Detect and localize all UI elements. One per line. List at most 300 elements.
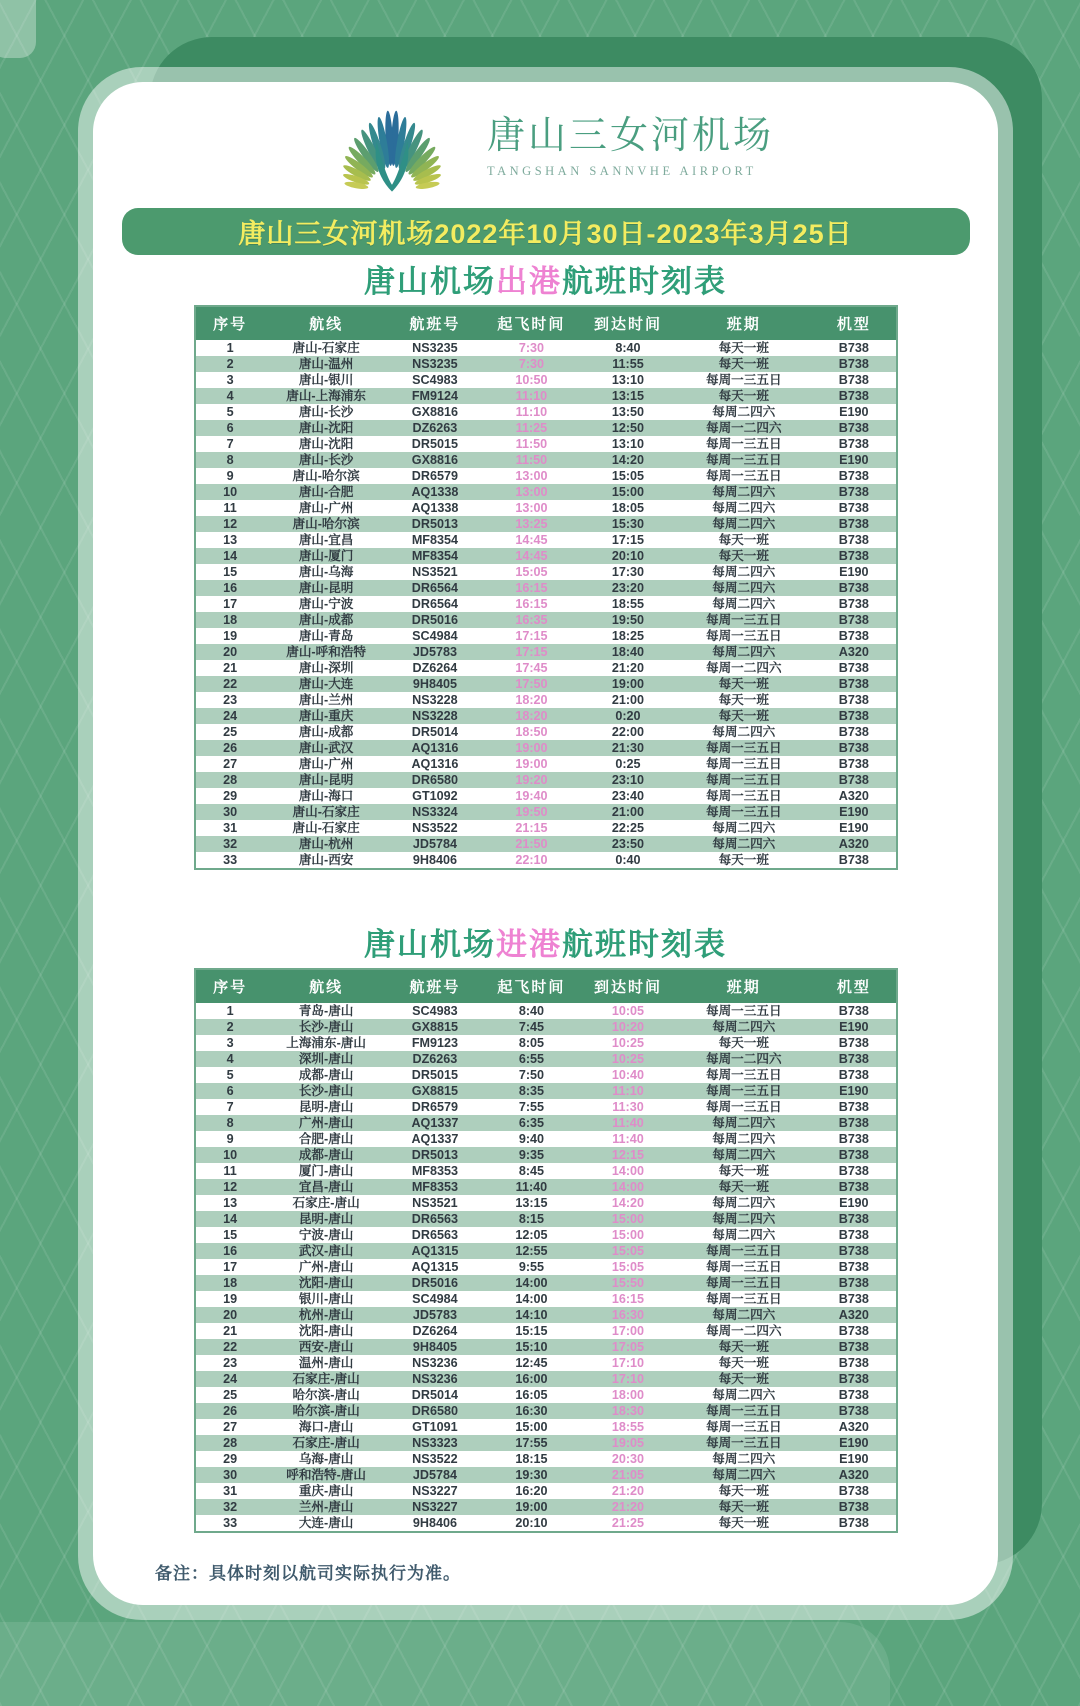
- cell: 17:00: [611, 1324, 645, 1338]
- cell: 19:00: [515, 741, 548, 755]
- cell: DZ6263: [412, 1052, 458, 1066]
- title-highlight-arrival: 进港: [496, 927, 562, 962]
- cell: 10: [223, 485, 238, 499]
- table-row: [195, 1515, 897, 1532]
- cell: 宁波-唐山: [298, 1228, 354, 1242]
- cell: 29: [223, 1452, 238, 1466]
- column-header: 机型: [812, 969, 896, 1003]
- table-row: [195, 852, 897, 869]
- arrival-header-row: [195, 969, 897, 1003]
- cell: 2: [226, 357, 234, 371]
- cell: 18: [223, 1276, 238, 1290]
- cell: 1: [226, 1004, 234, 1018]
- cell: 16:05: [515, 1388, 548, 1402]
- cell: B738: [838, 1116, 869, 1130]
- cell: B738: [838, 1356, 869, 1370]
- cell: 每天一班: [718, 389, 769, 403]
- cell: 13:50: [611, 405, 645, 419]
- cell: 21:20: [611, 1500, 645, 1514]
- cell: E190: [839, 1020, 869, 1034]
- table-row: [195, 1195, 897, 1211]
- cell: AQ1338: [411, 485, 459, 499]
- cell: 13: [223, 533, 238, 547]
- cell: 11: [223, 501, 237, 515]
- cell: 7: [226, 1100, 234, 1114]
- cell: 32: [223, 837, 238, 851]
- cell: 6:35: [518, 1116, 545, 1130]
- cell: B738: [838, 1404, 869, 1418]
- cell: 16:35: [515, 613, 548, 627]
- cell: 唐山-沈阳: [298, 437, 354, 451]
- cell: 25: [223, 725, 238, 739]
- table-row: [195, 484, 897, 500]
- table-row: [195, 564, 897, 580]
- footnote: 备注：具体时刻以航司实际执行为准。: [155, 1564, 461, 1583]
- cell: 唐山-昆明: [298, 581, 354, 595]
- cell: 25: [223, 1388, 238, 1402]
- cell: 18:30: [611, 1404, 645, 1418]
- table-row: [195, 756, 897, 772]
- cell: NS3324: [412, 805, 458, 819]
- cell: B738: [838, 421, 869, 435]
- cell: 7:45: [518, 1020, 545, 1034]
- cell: 每天一班: [718, 533, 769, 547]
- cell: 21:00: [611, 693, 645, 707]
- cell: NS3228: [412, 693, 458, 707]
- cell: 18:40: [611, 645, 645, 659]
- cell: 每天一班: [718, 1356, 769, 1370]
- cell: 15:00: [611, 485, 645, 499]
- cell: 30: [223, 805, 238, 819]
- cell: 9:55: [518, 1260, 545, 1274]
- cell: B738: [838, 1148, 869, 1162]
- cell: MF8354: [411, 549, 459, 563]
- cell: 每周二四六: [712, 581, 776, 595]
- cell: 唐山-重庆: [298, 709, 354, 723]
- cell: 23:50: [611, 837, 645, 851]
- cell: 唐山-杭州: [298, 837, 354, 851]
- cell: 每周二四六: [712, 405, 776, 419]
- cell: 21: [223, 1324, 238, 1338]
- cell: DR6564: [411, 597, 459, 611]
- cell: 12:05: [515, 1228, 548, 1242]
- cell: 每周二四六: [712, 725, 776, 739]
- cell: 长沙-唐山: [298, 1084, 354, 1098]
- cell: DR5013: [411, 1148, 459, 1162]
- table-row: [195, 1499, 897, 1515]
- cell: DR5015: [411, 437, 459, 451]
- table-row: [195, 500, 897, 516]
- cell: 1: [226, 341, 234, 355]
- cell: A320: [838, 645, 869, 659]
- cell: FM9124: [411, 389, 459, 403]
- cell: 乌海-唐山: [298, 1452, 354, 1466]
- cell: GX8816: [411, 405, 459, 419]
- table-row: [195, 1467, 897, 1483]
- cell: 20: [223, 1308, 238, 1322]
- cell: 19: [223, 629, 238, 643]
- cell: 每天一班: [718, 1180, 769, 1194]
- table-row: [195, 1003, 897, 1019]
- cell: 每周二四六: [712, 1388, 776, 1402]
- cell: 青岛-唐山: [298, 1004, 354, 1018]
- cell: B738: [838, 1340, 869, 1354]
- cell: 17:45: [515, 661, 548, 675]
- cell: 16:20: [515, 1484, 548, 1498]
- cell: 10:25: [611, 1036, 645, 1050]
- cell: E190: [839, 1452, 869, 1466]
- cell: 唐山-兰州: [298, 693, 354, 707]
- cell: 每周二四六: [712, 565, 776, 579]
- departure-table-title: [93, 265, 998, 299]
- cell: 18:20: [515, 709, 548, 723]
- cell: 23:40: [611, 789, 645, 803]
- table-row: [195, 676, 897, 692]
- cell: 0:20: [615, 709, 641, 723]
- cell: E190: [839, 1084, 869, 1098]
- table-row: [195, 1067, 897, 1083]
- cell: B738: [838, 1180, 869, 1194]
- cell: 每周一三五日: [705, 1260, 782, 1274]
- cell: 15: [223, 565, 238, 579]
- cell: AQ1315: [411, 1260, 459, 1274]
- cell: 18:20: [515, 693, 548, 707]
- cell: 每周二四六: [712, 501, 776, 515]
- cell: B738: [838, 597, 869, 611]
- cell: DR6563: [411, 1212, 459, 1226]
- table-row: [195, 516, 897, 532]
- cell: 9H8406: [412, 1516, 457, 1530]
- table-row: [195, 1371, 897, 1387]
- cell: 唐山-合肥: [298, 485, 354, 499]
- table-row: [195, 1035, 897, 1051]
- cell: 每周二四六: [712, 1468, 776, 1482]
- cell: 7:30: [518, 357, 545, 371]
- cell: NS3235: [412, 341, 458, 355]
- table-row: [195, 644, 897, 660]
- cell: 宜昌-唐山: [298, 1180, 354, 1194]
- cell: A320: [838, 789, 869, 803]
- cell: DR6579: [411, 469, 459, 483]
- table-row: [195, 1355, 897, 1371]
- cell: SC4983: [412, 373, 458, 387]
- table-row: [195, 692, 897, 708]
- departure-flight-table: [194, 305, 898, 870]
- cell: 15:00: [611, 1228, 645, 1242]
- cell: NS3521: [412, 565, 458, 579]
- cell: 9H8405: [412, 1340, 457, 1354]
- cell: 深圳-唐山: [298, 1052, 354, 1066]
- cell: 每周一三五日: [705, 437, 782, 451]
- bottom-decoration: [0, 1622, 890, 1706]
- cell: 唐山-深圳: [298, 661, 354, 675]
- cell: 28: [223, 1436, 238, 1450]
- table-row: [195, 404, 897, 420]
- cell: B738: [838, 741, 869, 755]
- cell: B738: [838, 1372, 869, 1386]
- cell: 26: [223, 741, 238, 755]
- column-header: 班期: [675, 969, 812, 1003]
- cell: E190: [839, 453, 869, 467]
- cell: 每天一班: [718, 341, 769, 355]
- cell: DR6580: [411, 773, 459, 787]
- cell: 18:15: [515, 1452, 548, 1466]
- cell: 沈阳-唐山: [298, 1324, 354, 1338]
- cell: 10:20: [611, 1020, 645, 1034]
- cell: 11:40: [612, 1132, 644, 1146]
- cell: 27: [223, 1420, 238, 1434]
- cell: 31: [223, 1484, 238, 1498]
- cell: 每周二四六: [712, 1452, 776, 1466]
- cell: 每天一班: [718, 1484, 769, 1498]
- cell: 唐山-呼和浩特: [286, 645, 366, 659]
- cell: B738: [838, 485, 869, 499]
- cell: SC4984: [412, 629, 458, 643]
- cell: MF8353: [411, 1180, 459, 1194]
- cell: E190: [839, 565, 869, 579]
- wing-feathers-logo-icon: [317, 90, 467, 202]
- title-prefix: 唐山机场: [364, 927, 496, 962]
- cell: 16:30: [611, 1308, 645, 1322]
- cell: NS3522: [412, 1452, 458, 1466]
- cell: 唐山-温州: [298, 357, 354, 371]
- cell: GT1091: [412, 1420, 458, 1434]
- cell: 3: [226, 1036, 234, 1050]
- cell: 30: [223, 1468, 238, 1482]
- cell: 长沙-唐山: [298, 1020, 354, 1034]
- cell: 石家庄-唐山: [292, 1372, 360, 1386]
- cell: B738: [838, 757, 869, 771]
- table-row: [195, 1211, 897, 1227]
- table-row: [195, 596, 897, 612]
- cell: A320: [838, 1308, 869, 1322]
- cell: B738: [838, 437, 869, 451]
- cell: 21:05: [611, 1468, 645, 1482]
- cell: 合肥-唐山: [298, 1132, 354, 1146]
- table-row: [195, 1483, 897, 1499]
- cell: MF8353: [411, 1164, 459, 1178]
- cell: 19:20: [515, 773, 548, 787]
- table-row: [195, 1435, 897, 1451]
- cell: 兰州-唐山: [298, 1500, 354, 1514]
- cell: 每周一三五日: [705, 1436, 782, 1450]
- cell: 9:40: [518, 1132, 545, 1146]
- cell: 厦门-唐山: [298, 1164, 354, 1178]
- airport-name-chinese: 唐山三女河机场: [486, 115, 774, 157]
- arrival-table-title: [93, 928, 998, 962]
- cell: B738: [838, 549, 869, 563]
- cell: 14:45: [515, 533, 548, 547]
- airport-name-english: TANGSHAN SANNVHE AIRPORT: [486, 164, 757, 178]
- cell: B738: [838, 709, 869, 723]
- cell: 14:10: [515, 1308, 548, 1322]
- cell: 22: [223, 677, 238, 691]
- cell: 每周二四六: [712, 1212, 776, 1226]
- cell: B738: [838, 1052, 869, 1066]
- cell: 17:10: [611, 1372, 645, 1386]
- cell: 13:10: [611, 373, 645, 387]
- cell: 22:25: [611, 821, 645, 835]
- cell: MF8354: [411, 533, 459, 547]
- cell: B738: [838, 581, 869, 595]
- cell: 每周一三五日: [705, 773, 782, 787]
- cell: AQ1337: [411, 1116, 459, 1130]
- cell: B738: [838, 501, 869, 515]
- cell: 17:50: [515, 677, 548, 691]
- cell: B738: [838, 373, 869, 387]
- corner-decoration: [0, 0, 36, 58]
- cell: 9H8405: [412, 677, 457, 691]
- cell: 13:25: [515, 517, 548, 531]
- cell: 15:15: [515, 1324, 548, 1338]
- cell: 16:15: [515, 581, 548, 595]
- cell: 8:45: [518, 1164, 545, 1178]
- table-row: [195, 1115, 897, 1131]
- cell: DR5016: [411, 613, 459, 627]
- cell: DZ6264: [412, 661, 458, 675]
- cell: 唐山-乌海: [298, 565, 354, 579]
- cell: 27: [223, 757, 238, 771]
- cell: 17: [223, 1260, 238, 1274]
- cell: 每天一班: [718, 1372, 769, 1386]
- cell: 13:15: [515, 1196, 548, 1210]
- cell: 8:15: [518, 1212, 545, 1226]
- cell: GT1092: [412, 789, 458, 803]
- cell: 9: [226, 469, 234, 483]
- cell: 17:15: [515, 645, 548, 659]
- cell: DZ6263: [412, 421, 458, 435]
- cell: 唐山-长沙: [298, 453, 354, 467]
- cell: 沈阳-唐山: [298, 1276, 354, 1290]
- cell: 19:05: [611, 1436, 645, 1450]
- cell: 21:15: [515, 821, 548, 835]
- title-prefix: 唐山机场: [364, 264, 496, 299]
- cell: 18:00: [611, 1388, 645, 1402]
- cell: 23: [223, 693, 238, 707]
- table-row: [195, 1339, 897, 1355]
- cell: 每周一三五日: [705, 805, 782, 819]
- cell: 16: [223, 1244, 238, 1258]
- cell: 12: [223, 517, 238, 531]
- cell: 16:15: [611, 1292, 645, 1306]
- cell: 每周一三五日: [705, 1068, 782, 1082]
- cell: 每天一班: [718, 1340, 769, 1354]
- cell: DR5014: [411, 1388, 459, 1402]
- cell: GX8815: [411, 1020, 459, 1034]
- cell: 19: [223, 1292, 238, 1306]
- cell: 石家庄-唐山: [292, 1436, 360, 1450]
- cell: 15:50: [611, 1276, 645, 1290]
- cell: 每周二四六: [712, 821, 776, 835]
- cell: 石家庄-唐山: [292, 1196, 360, 1210]
- cell: 每天一班: [718, 693, 769, 707]
- cell: 19:50: [515, 805, 548, 819]
- cell: 每天一班: [718, 1500, 769, 1514]
- airport-logo: [93, 90, 998, 202]
- cell: FM9123: [411, 1036, 459, 1050]
- cell: DR6580: [411, 1404, 459, 1418]
- cell: 每周一三五日: [705, 789, 782, 803]
- column-header: 起飞时间: [482, 969, 580, 1003]
- cell: 唐山-广州: [298, 501, 354, 515]
- cell: B738: [838, 469, 869, 483]
- cell: 15:05: [611, 1244, 645, 1258]
- cell: 唐山-上海浦东: [286, 389, 366, 403]
- cell: 每天一班: [718, 709, 769, 723]
- cell: 11:40: [515, 1180, 548, 1194]
- cell: 唐山-石家庄: [292, 805, 360, 819]
- cell: AQ1316: [411, 757, 459, 771]
- cell: 26: [223, 1404, 238, 1418]
- cell: 昆明-唐山: [298, 1212, 354, 1226]
- cell: DR6564: [411, 581, 459, 595]
- cell: 每周一三五日: [705, 1084, 782, 1098]
- content-card: [93, 82, 998, 1605]
- cell: 14:20: [611, 453, 645, 467]
- cell: 14:45: [515, 549, 548, 563]
- cell: 18: [223, 613, 238, 627]
- cell: B738: [838, 773, 869, 787]
- cell: 唐山-大连: [298, 677, 354, 691]
- cell: 每周一三五日: [705, 1276, 782, 1290]
- cell: 唐山-昆明: [298, 773, 354, 787]
- title-highlight-departure: 出港: [496, 264, 562, 299]
- table-row: [195, 1163, 897, 1179]
- column-header: 航班号: [388, 306, 483, 340]
- cell: DR6563: [411, 1228, 459, 1242]
- cell: 22: [223, 1340, 238, 1354]
- cell: 12:15: [611, 1148, 645, 1162]
- table-row: [195, 436, 897, 452]
- cell: 13:15: [611, 389, 645, 403]
- table-row: [195, 708, 897, 724]
- cell: 4: [226, 389, 234, 403]
- cell: 每周一三五日: [705, 1100, 782, 1114]
- cell: 哈尔滨-唐山: [292, 1404, 360, 1418]
- cell: B738: [838, 1484, 869, 1498]
- table-row: [195, 1307, 897, 1323]
- cell: B738: [838, 533, 869, 547]
- column-header: 航线: [265, 969, 388, 1003]
- cell: DZ6264: [412, 1324, 458, 1338]
- cell: 每周一三五日: [705, 613, 782, 627]
- table-row: [195, 1259, 897, 1275]
- cell: B738: [838, 517, 869, 531]
- cell: 18:05: [611, 501, 645, 515]
- cell: 每周二四六: [712, 645, 776, 659]
- cell: 11:10: [612, 1084, 644, 1098]
- table-row: [195, 548, 897, 564]
- table-row: [195, 1275, 897, 1291]
- cell: NS3235: [412, 357, 458, 371]
- cell: 21:30: [611, 741, 645, 755]
- cell: A320: [838, 1420, 869, 1434]
- cell: 17: [223, 597, 238, 611]
- cell: 18:55: [611, 597, 645, 611]
- cell: 7: [226, 437, 234, 451]
- cell: 每周二四六: [712, 485, 776, 499]
- cell: AQ1337: [411, 1132, 459, 1146]
- cell: 17:15: [611, 533, 645, 547]
- table-row: [195, 772, 897, 788]
- cell: 5: [226, 1068, 234, 1082]
- cell: 每周一二四六: [705, 421, 782, 435]
- cell: 23: [223, 1356, 238, 1370]
- cell: 17:10: [611, 1356, 645, 1370]
- cell: 6: [226, 421, 234, 435]
- cell: B738: [838, 1004, 869, 1018]
- cell: 上海浦东-唐山: [286, 1036, 366, 1050]
